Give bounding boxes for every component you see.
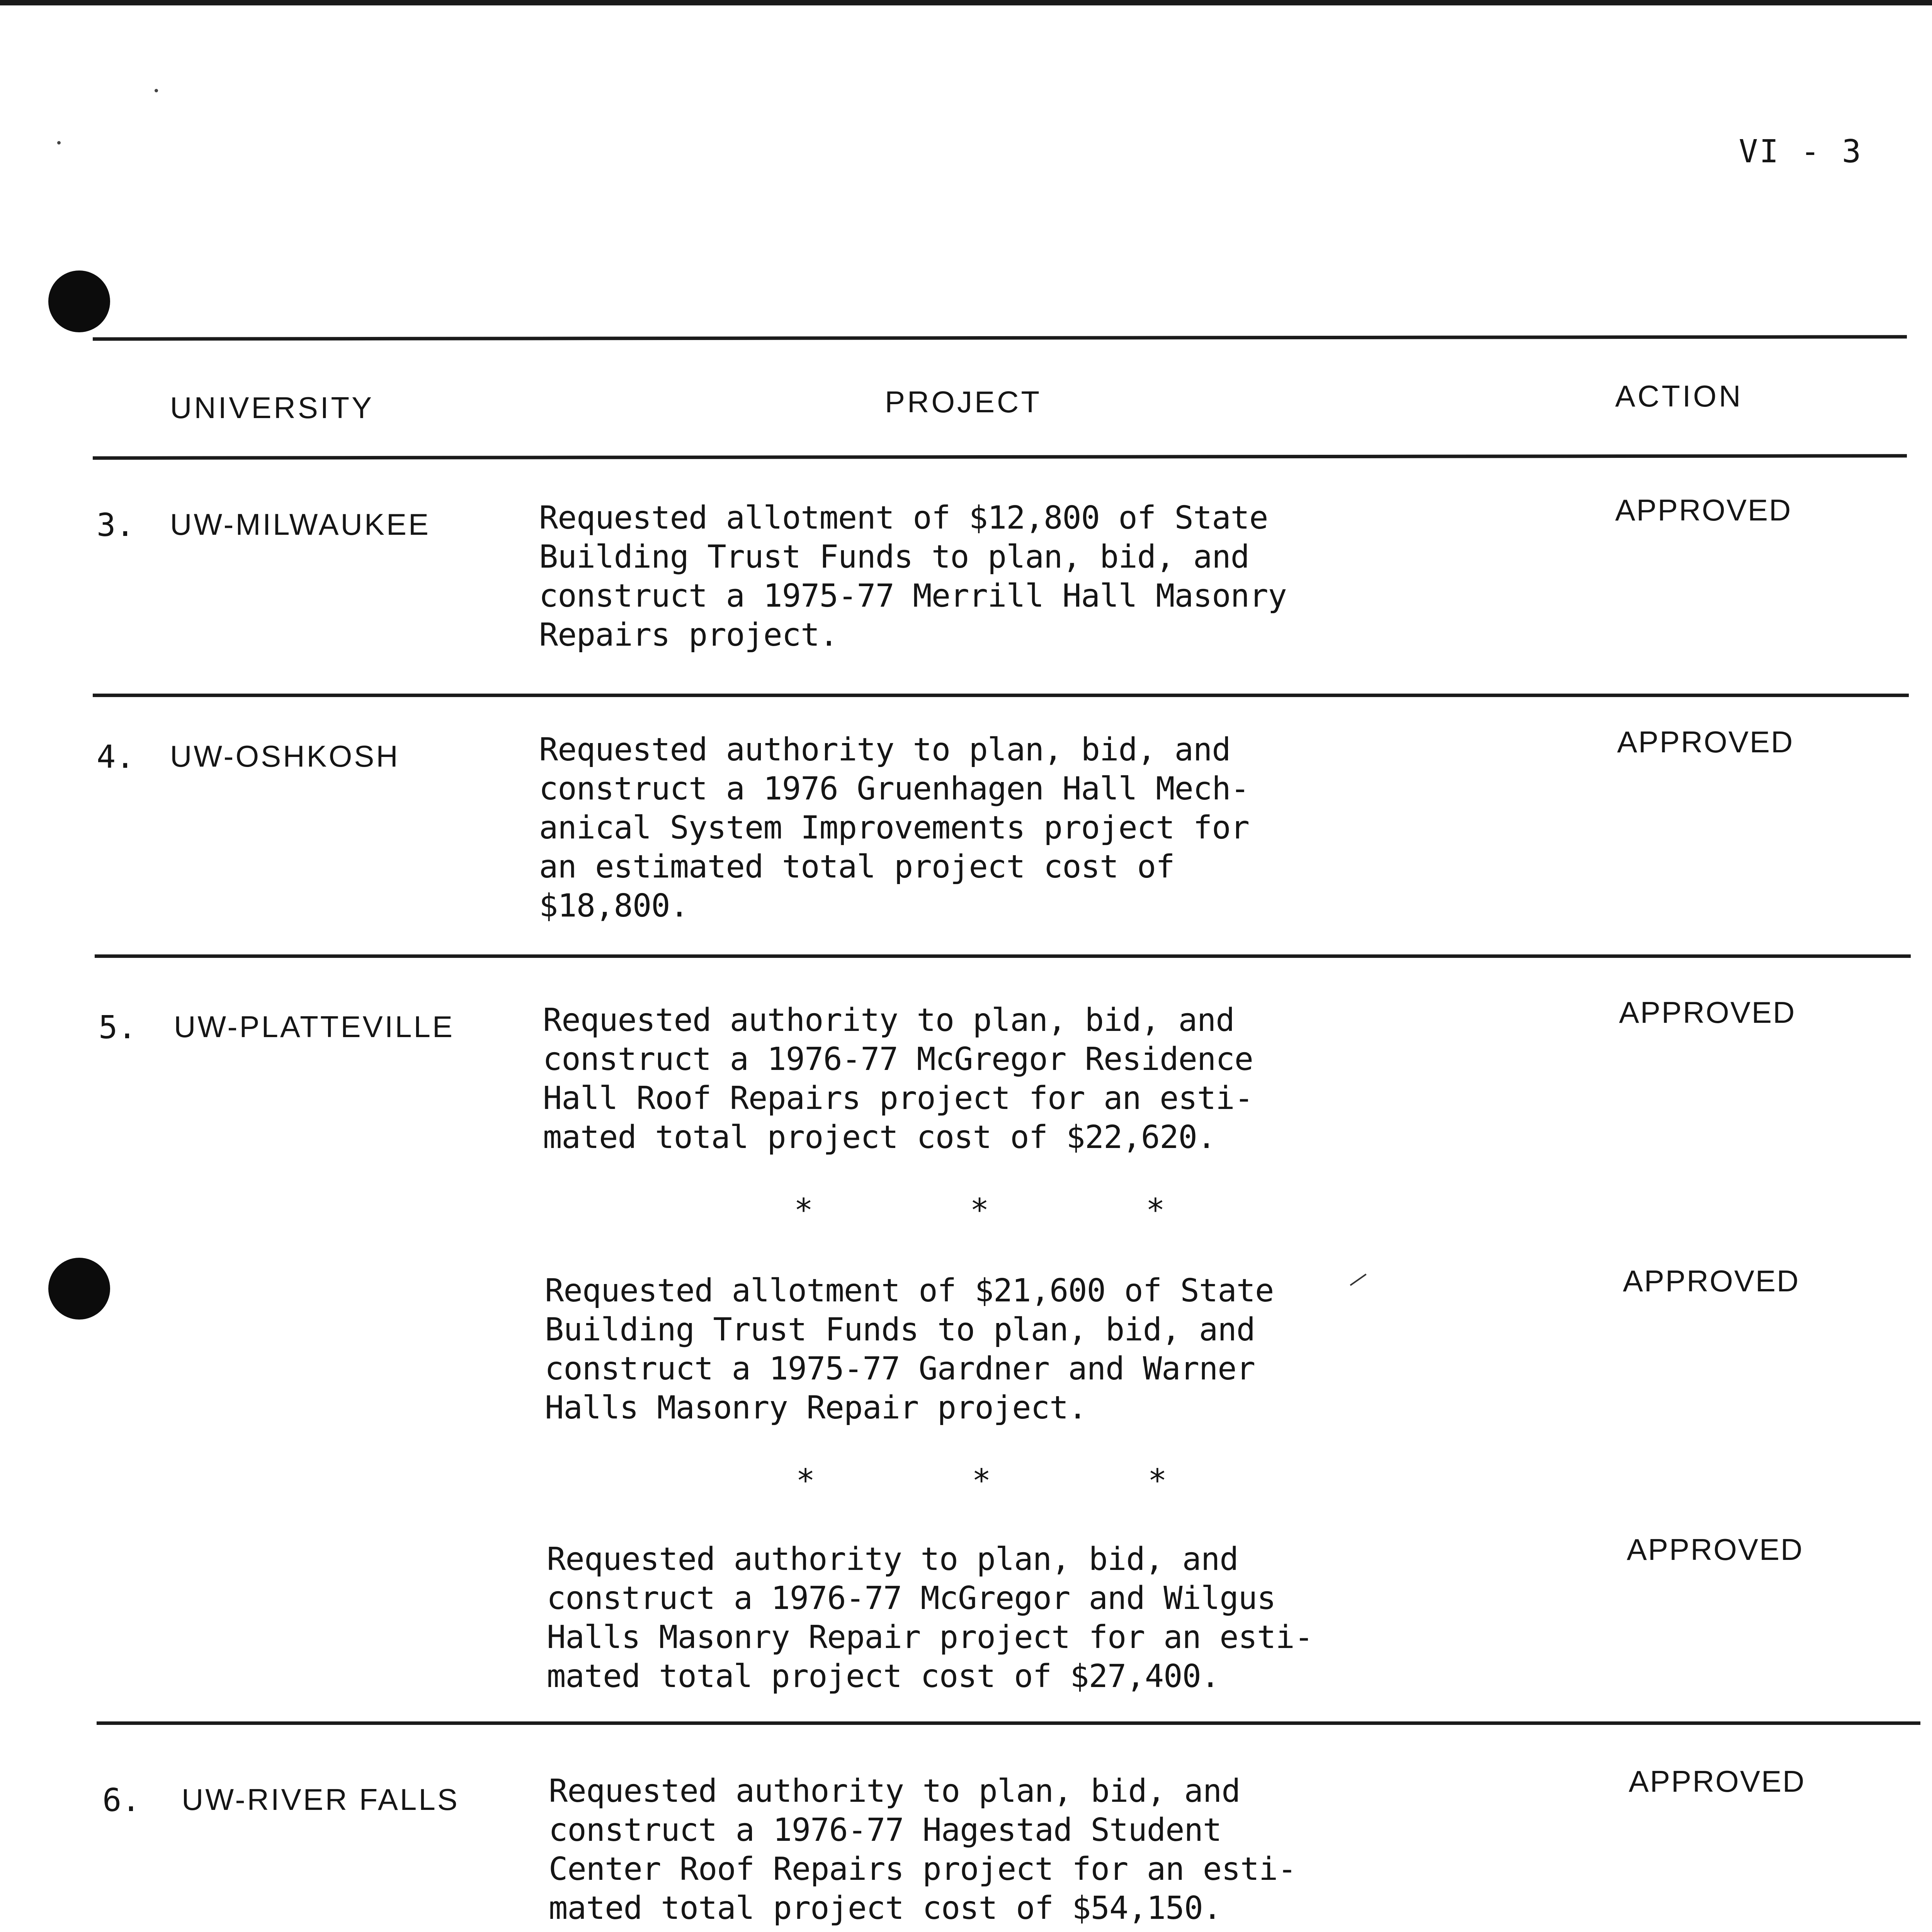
project-description: [549, 1772, 1296, 1928]
project-line: Requested authority to plan, bid, and: [549, 1773, 1240, 1810]
action-status: APPROVED: [1629, 1764, 1806, 1798]
pencil-tick-mark: [1350, 1274, 1366, 1286]
item-separator: * * *: [796, 1463, 1167, 1499]
entry-number: 3.: [97, 507, 135, 544]
project-line: Requested authority to plan, bid, and: [539, 731, 1231, 768]
project-line: an estimated total project cost of: [539, 849, 1175, 885]
university-name: UW-RIVER FALLS: [182, 1782, 459, 1816]
action-status: APPROVED: [1627, 1532, 1804, 1566]
action-status: APPROVED: [1619, 995, 1796, 1029]
action-status: APPROVED: [1617, 725, 1794, 759]
item-separator: * * *: [794, 1192, 1165, 1229]
project-line: Center Roof Repairs project for an esti-: [549, 1851, 1296, 1888]
column-header-project: PROJECT: [885, 385, 1042, 419]
project-line: construct a 1976-77 McGregor and Wilgus: [547, 1580, 1276, 1617]
punch-hole-middle: [48, 1258, 110, 1320]
university-name: UW-PLATTEVILLE: [174, 1010, 454, 1044]
project-line: Halls Masonry Repair project for an esti-: [547, 1619, 1313, 1656]
project-description: [543, 1001, 1253, 1157]
project-line: mated total project cost of $54,150.: [549, 1890, 1222, 1927]
university-name: UW-OSHKOSH: [170, 739, 400, 773]
project-line: Requested allotment of $21,600 of State: [545, 1272, 1274, 1309]
action-status: APPROVED: [1623, 1264, 1800, 1298]
project-line: construct a 1976-77 McGregor Residence: [543, 1041, 1253, 1078]
project-line: Building Trust Funds to plan, bid, and: [545, 1311, 1255, 1348]
project-line: construct a 1976 Gruenhagen Hall Mech-: [539, 770, 1249, 807]
project-line: mated total project cost of $22,620.: [543, 1119, 1216, 1156]
entry-number: 4.: [97, 739, 135, 776]
university-name: UW-MILWAUKEE: [170, 507, 430, 541]
project-line: Requested authority to plan, bid, and: [543, 1002, 1235, 1039]
project-line: anical System Improvements project for: [539, 810, 1249, 846]
column-header-action: ACTION: [1615, 379, 1743, 413]
project-line: Requested authority to plan, bid, and: [547, 1541, 1238, 1578]
entry-number: 6.: [102, 1782, 141, 1819]
project-description: [547, 1540, 1313, 1696]
project-line: Building Trust Funds to plan, bid, and: [539, 539, 1249, 575]
page-number: VI - 3: [1739, 133, 1863, 170]
entry-number: 5.: [99, 1009, 137, 1046]
row-divider: [97, 1721, 1920, 1725]
project-line: Repairs project.: [539, 617, 838, 653]
project-description: [539, 498, 1287, 655]
scan-top-edge: [0, 0, 1932, 5]
header-bottom-rule: [93, 454, 1907, 460]
project-line: construct a 1975-77 Gardner and Warner: [545, 1350, 1255, 1387]
project-line: $18,800.: [539, 888, 689, 924]
punch-hole-top: [48, 270, 110, 332]
row-divider: [95, 954, 1911, 958]
project-line: mated total project cost of $27,400.: [547, 1658, 1220, 1695]
header-top-rule: [93, 335, 1907, 341]
project-description: [539, 730, 1249, 925]
action-status: APPROVED: [1615, 493, 1792, 527]
column-header-university: UNIVERSITY: [170, 391, 374, 425]
project-line: Hall Roof Repairs project for an esti-: [543, 1080, 1253, 1117]
project-line: construct a 1975-77 Merrill Hall Masonry: [539, 578, 1287, 614]
row-divider: [93, 694, 1909, 697]
scan-speck: [57, 141, 61, 145]
project-line: Halls Masonry Repair project.: [545, 1389, 1087, 1426]
project-line: Requested allotment of $12,800 of State: [539, 500, 1268, 536]
project-description: [545, 1271, 1274, 1427]
project-line: construct a 1976-77 Hagestad Student: [549, 1812, 1222, 1849]
scan-speck: [155, 89, 158, 92]
